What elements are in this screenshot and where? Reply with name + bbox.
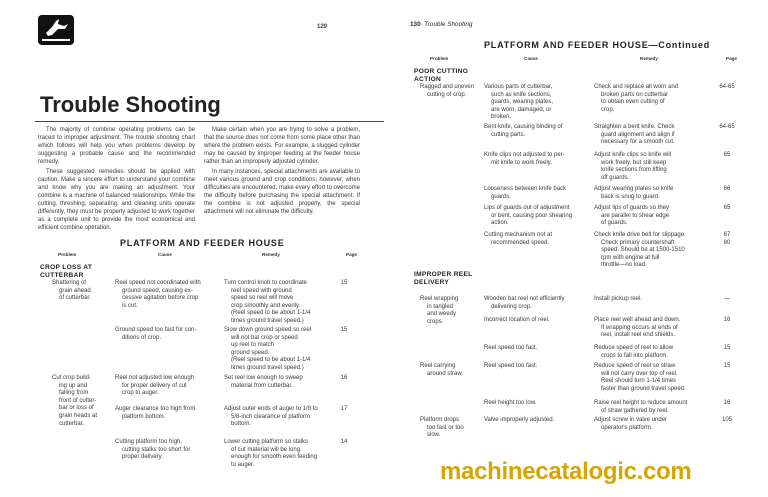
cell-remedy: Check knife drive belt for slippage. Check primary countershaft speed. Should be at 1500-1510 rpm with engine at full throttle—no load. xyxy=(594,232,686,269)
cell-problem: Cut crop build- ing up and falling from front of cutter- bar or loss of grain heads at cutterbar. xyxy=(52,375,98,427)
cell-cause: Knife clips not adjusted to per- mit knife to work freely. xyxy=(484,152,565,166)
header-remedy: Remedy xyxy=(262,252,280,257)
section-heading: POOR CUTTING ACTION xyxy=(414,68,469,83)
page-number-left: 129 xyxy=(317,24,328,30)
header-cause: Cause xyxy=(158,252,172,257)
table-title-left: PLATFORM AND FEEDER HOUSE xyxy=(120,238,285,248)
cell-problem: Shattering of grain ahead of cutterbar. xyxy=(52,280,91,302)
intro-paragraph: These suggested remedies should be applied with caution. Make a sincere effort to understand your combine and know why you are making an adjustment. Your combine is a machine of balanced relationships. While the cutting, threshing, separating, and cleaning units operate differently, they must be properly adjusted to work together as a complete unit to provide the most economical and efficient combine operation. xyxy=(38,169,195,231)
cell-page: 15 xyxy=(723,363,731,369)
cell-remedy: Reduce speed of reel so straw will not carry over top of reel. Reel should turn 1-1/4 times faster than ground travel speed. xyxy=(594,363,686,392)
cell-remedy: Adjust screw in valve under operator's platform. xyxy=(594,417,668,431)
cell-page: 64-65 xyxy=(719,124,735,130)
page-number-right: 130 xyxy=(410,21,421,28)
cell-problem: Reel wrapping in tangled and weedy crops. xyxy=(420,296,459,325)
cell-page: — xyxy=(724,296,730,302)
cell-remedy: Straighten a bent knife. Check guard alignment and align if necessary for a smooth cut. xyxy=(594,124,675,146)
cell-remedy: Lower cutting platform so stalks of cut material will be long enough for smooth even feeding to auger. xyxy=(224,439,318,468)
cell-cause: Reel speed not coordinated with ground speed, causing ex- cessive agitation before crop is cut. xyxy=(115,280,201,309)
cell-remedy: Install pickup reel. xyxy=(594,296,643,302)
cell-remedy: Adjust knife clips so knife will work freely, but still keep knife sections from lifting off guards. xyxy=(594,152,672,181)
cell-cause: Looseness between knife back guards. xyxy=(484,186,567,200)
cell-page: 16 xyxy=(723,400,731,406)
cell-page: 17 xyxy=(340,406,348,412)
cell-cause: Valve improperly adjusted. xyxy=(484,417,555,423)
cell-cause: Lips of guards out of adjustment or bent, causing poor shearing action. xyxy=(484,205,573,227)
cell-problem: Platform drops too fast or too slow. xyxy=(420,417,464,439)
intro-paragraph: In many instances, special attachments are available to meet various ground and crop conditions; however, when difficulties are encountered, make every effort to overcome the difficulty before purchasing the special attachment. If the combine is not adjusted properly, the special attachment will not eliminate the difficulty. xyxy=(204,169,360,215)
cell-remedy: Turn control knob to coordinate reel speed with ground speed so reel will move crop smoothly and evenly. (Reel speed to be about 1-1/4 times ground travel speed.) xyxy=(224,280,311,324)
cell-cause: Cutting platform too high, cutting stalks too short for proper delivery. xyxy=(115,439,191,461)
cell-remedy: Adjust lips of guards so they are parallel to shear edge of guards. xyxy=(594,205,670,227)
cell-remedy: Check and replace all worn and broken parts on cutterbar to obtain even cutting of crop. xyxy=(594,84,679,113)
intro-paragraph: The majority of combine operating problems can be traced to improper adjustment. The trouble shooting chart which follows will help you when problems develop by suggesting a probable cause and the recommended remedy. xyxy=(38,127,195,165)
header-problem: Problem xyxy=(58,252,77,257)
cell-remedy: Set reel low enough to sweep material from cutterbar. xyxy=(224,375,303,389)
cell-cause: Reel speed too fast. xyxy=(484,363,538,369)
section-heading: IMPROPER REEL DELIVERY xyxy=(414,271,473,286)
cell-cause: Reel speed too fast. xyxy=(484,345,538,351)
cell-page: 16 xyxy=(340,375,348,381)
cell-remedy: Place reel well ahead and down. If wrapping occurs at ends of reel, install reel end shields. xyxy=(594,317,681,339)
cell-remedy: Slow down ground speed so reel will not bat crop or speed up reel to match ground speed. (Reel speed to be about 1-1/4 times ground travel speed.) xyxy=(224,327,312,371)
cell-page: 15 xyxy=(340,327,348,333)
cell-cause: Ground speed too fast for con- ditions of crop. xyxy=(115,327,197,341)
header-page: Page xyxy=(726,56,737,61)
cell-page: 67 80 xyxy=(723,232,731,246)
cell-remedy: Raise reel height to reduce amount of straw gathered by reel. xyxy=(594,400,688,414)
cell-cause: Various parts of cutterbar, such as knife sections, guards, wearing plates, are worn, damaged, or broken. xyxy=(484,84,554,121)
cell-page: 15 xyxy=(340,280,348,286)
watermark: machinecatalogic.com xyxy=(440,458,692,485)
header-page: Page xyxy=(346,252,357,257)
intro-column-2 xyxy=(204,126,360,218)
cell-remedy: Adjust outer ends of auger to 1/8 to 5/8-inch clearance of platform bottom. xyxy=(224,406,318,428)
intro-paragraph: Make certain when you are trying to solve a problem, that the source does not come from some place other than where the problem exists. For example, a slugged cylinder may be caused by improper feeding at the feeder house rather than an improperly adjusted cylinder. xyxy=(204,127,360,165)
cell-cause: Reel height too low. xyxy=(484,400,537,406)
cell-page: 65 xyxy=(723,205,731,211)
cell-remedy: Reduce speed of reel to allow crops to fall into platform. xyxy=(594,345,674,359)
running-header xyxy=(410,21,472,28)
running-title: Trouble Shooting xyxy=(424,21,473,28)
cell-page: 64-65 xyxy=(719,84,735,90)
cell-problem: Reel carrying around straw. xyxy=(420,363,464,377)
cell-cause: Bent knife, causing binding of cutting parts. xyxy=(484,124,563,138)
cell-cause: Wooden bat reel not efficiently delivering crop. xyxy=(484,296,565,310)
cell-page: 16 xyxy=(723,317,731,323)
cell-page: 105 xyxy=(721,417,732,423)
header-problem: Problem xyxy=(430,56,449,61)
section-heading: CROP LOSS AT CUTTERBAR xyxy=(40,264,93,279)
header-cause: Cause xyxy=(524,56,538,61)
cell-cause: Reel not adjusted low enough for proper delivery of cut crop to auger. xyxy=(115,375,195,397)
cell-page: 66 xyxy=(723,186,731,192)
cell-page: 14 xyxy=(340,439,348,445)
cell-cause: Auger clearance too high from platform bottom. xyxy=(115,406,196,420)
header-remedy: Remedy xyxy=(640,56,658,61)
cell-cause: Incorrect location of reel. xyxy=(484,317,550,323)
intro-column-1 xyxy=(38,126,195,234)
cell-problem: Ragged and uneven cutting of crop. xyxy=(420,84,475,98)
table-title-right: PLATFORM AND FEEDER HOUSE—Continued xyxy=(484,40,710,50)
cell-page: 65 xyxy=(723,152,731,158)
cell-remedy: Adjust wearing plates so knife back is snug to guard. xyxy=(594,186,674,200)
page-title: Trouble Shooting xyxy=(40,92,221,117)
cell-cause: Cutting mechanism not at recommended speed. xyxy=(484,232,553,246)
john-deere-logo xyxy=(38,15,74,45)
cell-page: 15 xyxy=(723,345,731,351)
title-divider xyxy=(35,121,384,122)
